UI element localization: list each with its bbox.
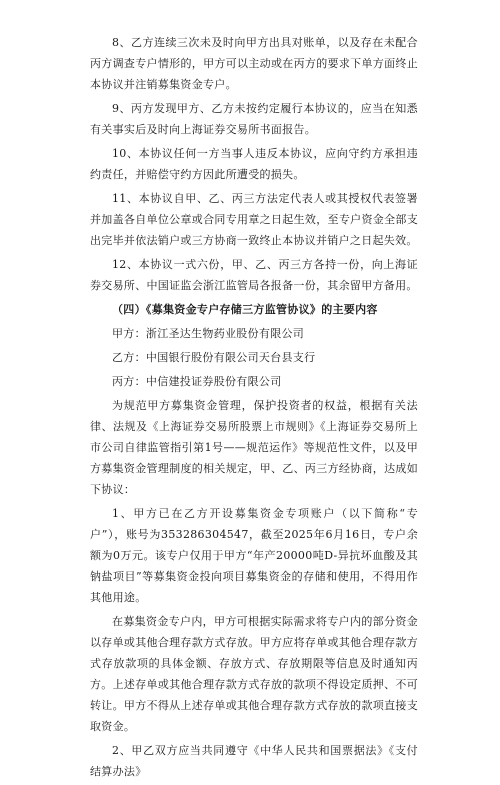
preamble-paragraph: 为规范甲方募集资金管理，保护投资者的权益，根据有关法律、法规及《上海证券交易所股票上市规则》《上海证券交易所上市公司自律监管指引第1号——规范运作》等规范性文件，以及甲方募集资金管理制度的相关规定，甲、乙、丙三方经协商，达成如下协议： <box>90 399 418 496</box>
section-heading: （四）《募集资金专户存储三方监管协议》的主要内容 <box>112 303 378 316</box>
deposit-paragraph: 在募集资金专户内，甲方可根据实际需求将专户内的部分资金以存单或其他合理存款方式存放。甲方应将存单或其他合理存款方式存放款项的具体金额、存放方式、存放期限等信息及时通知丙方。上述存单或其他合理存款方式存放的款项不得设定质押、不可转让。甲方不得从上述存单或其他合理存款方式存放的款项直接支取资金。 <box>90 615 418 733</box>
clause-11: 11、本协议自甲、乙、丙三方法定代表人或其授权代表签署并加盖各自单位公章或合同专用章之日起生效，至专户资金全部支出完毕并依法销户或三方协商一致终止本协议并销户之日起失效。 <box>90 192 418 247</box>
clause-9: 9、丙方发现甲方、乙方未按约定履行本协议的，应当在知悉有关事实后及时向上海证券交易所书面报告。 <box>90 102 418 136</box>
clause-2: 2、甲乙双方应当共同遵守《中华人民共和国票据法》《支付结算办法》 <box>90 744 418 778</box>
clause-8: 8、乙方连续三次未及时向甲方出具对账单，以及存在未配合丙方调查专户情形的，甲方可以主动或在丙方的要求下单方面终止本协议并注销募集资金专户。 <box>90 36 418 91</box>
party-c: 丙方：中信建投证券股份有限公司 <box>112 375 282 388</box>
clause-10: 10、本协议任何一方当事人违反本协议，应向守约方承担违约责任，并赔偿守约方因此所遭受的损失。 <box>90 147 418 181</box>
clause-12: 12、本协议一式六份，甲、乙、丙三方各持一份，向上海证券交易所、中国证监会浙江监管局各报备一份，其余留甲方备用。 <box>90 258 418 292</box>
party-b: 乙方：中国银行股份有限公司天台县支行 <box>112 351 316 364</box>
clause-1: 1、甲方已在乙方开设募集资金专项账户（以下简称“专户”），账号为353286304547，截至2025年6月16日，专户余额为0万元。该专户仅用于甲方“年产20000吨D-异抗坏血酸及其钠盐项目”等募集资金投向项目募集资金的存储和使用，不得用作其他用途。 <box>90 507 418 604</box>
document-page <box>90 32 418 785</box>
party-a: 甲方：浙江圣达生物药业股份有限公司 <box>112 327 305 340</box>
